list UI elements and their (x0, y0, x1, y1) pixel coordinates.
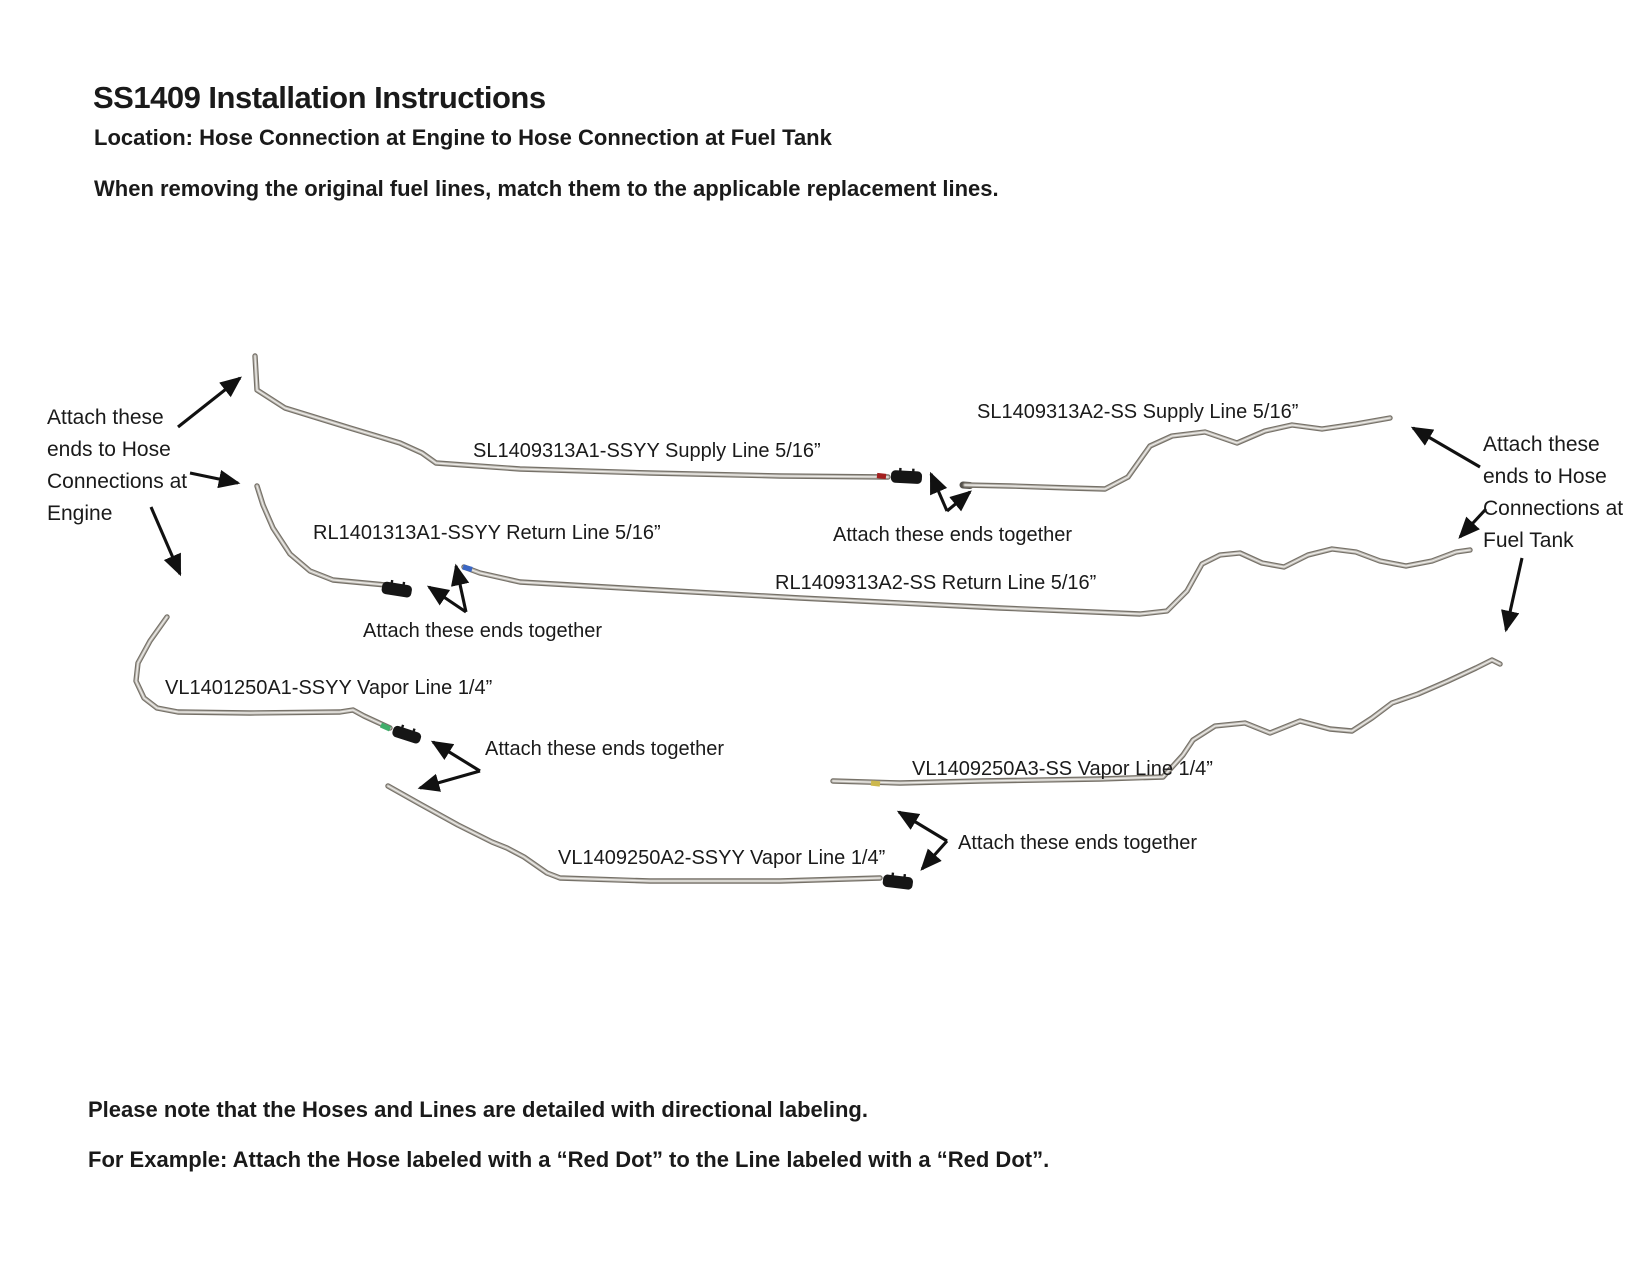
red-dot-example-note: For Example: Attach the Hose labeled with a “Red Dot” to the Line labeled with a “Red Dot”. (88, 1147, 1050, 1172)
arrow-tank-to-supply (1413, 428, 1480, 467)
attach-ends-together-label-vapor1: Attach these ends together (485, 738, 725, 760)
line-label-rl1401313a1: RL1401313A1-SSYY Return Line 5/16” (313, 522, 661, 544)
arrow-vapor-join1-down (420, 771, 480, 788)
attach-ends-together-label-vapor2: Attach these ends together (958, 832, 1198, 854)
blue-dot-marker (463, 567, 472, 570)
line-label-sl1409313a1: SL1409313A1-SSYY Supply Line 5/16” (473, 440, 821, 462)
vapor-line-a1-tube (136, 617, 390, 729)
fuel-tank-note-line: Connections at (1483, 497, 1624, 520)
intro-instruction: When removing the original fuel lines, match them to the applicable replacement lines. (94, 176, 999, 201)
supply-line-a2-tube (963, 418, 1390, 489)
quick-connector-return-a1 (381, 579, 413, 599)
line-label-vl1409250a3: VL1409250A3-SS Vapor Line 1/4” (912, 758, 1213, 780)
line-label-rl1409313a2: RL1409313A2-SS Return Line 5/16” (775, 572, 1097, 594)
quick-connector-supply-a1 (891, 468, 923, 485)
arrow-supply-join-left (931, 474, 947, 511)
quick-connector-vapor-a2 (882, 872, 914, 891)
fuel-tank-connection-note (1483, 429, 1623, 557)
arrow-vapor-join2-up (899, 812, 947, 841)
fuel-tank-note-line: Attach these (1483, 433, 1600, 456)
arrow-engine-to-supply (178, 378, 240, 427)
directional-labeling-note: Please note that the Hoses and Lines are detailed with directional labeling. (88, 1097, 868, 1122)
engine-note-line: Connections at (47, 470, 188, 493)
arrow-vapor-join1-up (433, 742, 480, 771)
arrow-tank-to-vapor (1506, 558, 1522, 630)
fuel-tank-note-line: ends to Hose (1483, 465, 1607, 488)
red-dot-marker (877, 476, 886, 477)
fuel-tank-note-line: Fuel Tank (1483, 529, 1574, 552)
page-title: SS1409 Installation Instructions (93, 80, 546, 115)
attach-ends-together-label-return: Attach these ends together (363, 620, 603, 642)
arrow-supply-join-right (947, 492, 970, 511)
engine-note-line: ends to Hose (47, 438, 171, 461)
line-label-vl1409250a2: VL1409250A2-SSYY Vapor Line 1/4” (558, 847, 886, 869)
engine-note-line: Attach these (47, 406, 164, 429)
engine-connection-note (47, 402, 187, 530)
line-label-sl1409313a2: SL1409313A2-SS Supply Line 5/16” (977, 401, 1299, 423)
location-subtitle: Location: Hose Connection at Engine to Hose Connection at Fuel Tank (94, 125, 832, 150)
quick-connector-vapor-a1 (391, 722, 423, 744)
arrow-vapor-join2-down (922, 841, 947, 869)
green-dot-marker (381, 725, 390, 729)
arrow-engine-to-return (190, 473, 238, 483)
line-label-vl1401250a1: VL1401250A1-SSYY Vapor Line 1/4” (165, 677, 493, 699)
yellow-dot-marker (871, 783, 880, 784)
attach-ends-together-label-supply: Attach these ends together (833, 524, 1073, 546)
engine-note-line: Engine (47, 502, 113, 525)
